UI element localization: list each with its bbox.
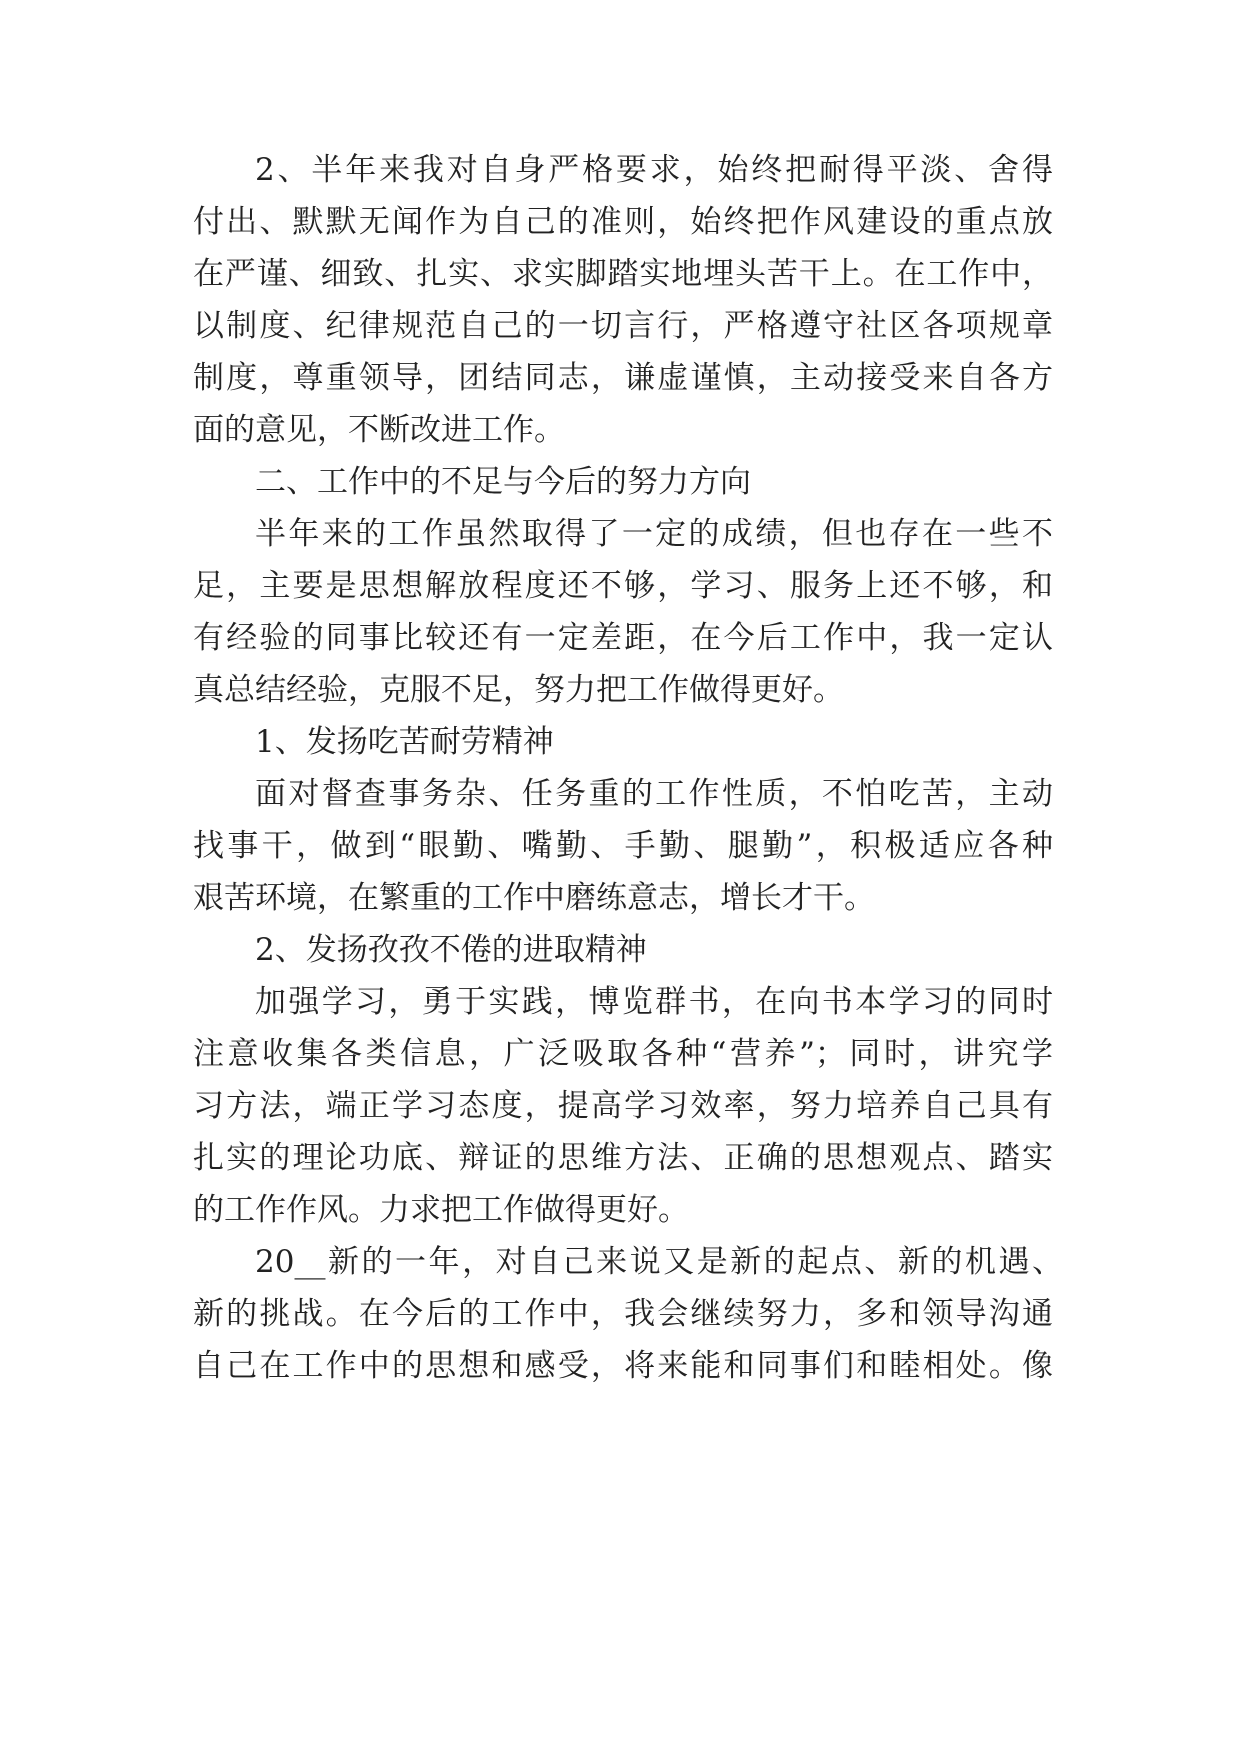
text-line: 20__新的一年，对自己来说又是新的起点、新的机遇、 — [255, 1244, 1063, 1280]
text-line: 制度，尊重领导，团结同志，谦虚谨慎，主动接受来自各方 — [193, 360, 1053, 396]
text-line: 习方法，端正学习态度，提高学习效率，努力培养自己具有 — [193, 1088, 1053, 1124]
text-line: 艰苦环境，在繁重的工作中磨练意志，增长才干。 — [193, 880, 875, 916]
text-line: 新的挑战。在今后的工作中，我会继续努力，多和领导沟通 — [193, 1296, 1053, 1332]
subsection-heading: 2、发扬孜孜不倦的进取精神 — [255, 932, 647, 968]
text-line: 的工作作风。力求把工作做得更好。 — [193, 1192, 689, 1228]
text-line: 有经验的同事比较还有一定差距，在今后工作中，我一定认 — [193, 620, 1053, 656]
text-line: 真总结经验，克服不足，努力把工作做得更好。 — [193, 672, 844, 708]
text-line: 2、半年来我对自身严格要求，始终把耐得平淡、舍得 — [255, 152, 1053, 188]
text-line: 面对督查事务杂、任务重的工作性质，不怕吃苦，主动 — [255, 776, 1053, 812]
text-line: 足，主要是思想解放程度还不够，学习、服务上还不够，和 — [193, 568, 1053, 604]
subsection-heading: 1、发扬吃苦耐劳精神 — [255, 724, 554, 760]
text-line: 在严谨、细致、扎实、求实脚踏实地埋头苦干上。在工作中， — [193, 256, 1053, 292]
text-line: 付出、默默无闻作为自己的准则，始终把作风建设的重点放 — [193, 204, 1053, 240]
text-line: 加强学习，勇于实践，博览群书，在向书本学习的同时 — [255, 984, 1053, 1020]
text-line: 面的意见，不断改进工作。 — [193, 412, 565, 448]
section-heading: 二、工作中的不足与今后的努力方向 — [255, 464, 751, 500]
text-line: 注意收集各类信息，广泛吸取各种“营养”；同时，讲究学 — [193, 1036, 1053, 1072]
text-line: 半年来的工作虽然取得了一定的成绩，但也存在一些不 — [255, 516, 1053, 552]
text-line: 自己在工作中的思想和感受，将来能和同事们和睦相处。像 — [193, 1348, 1053, 1384]
text-line: 扎实的理论功底、辩证的思维方法、正确的思想观点、踏实 — [193, 1140, 1053, 1176]
text-line: 找事干，做到“眼勤、嘴勤、手勤、腿勤”，积极适应各种 — [193, 828, 1053, 864]
text-line: 以制度、纪律规范自己的一切言行，严格遵守社区各项规章 — [193, 308, 1053, 344]
